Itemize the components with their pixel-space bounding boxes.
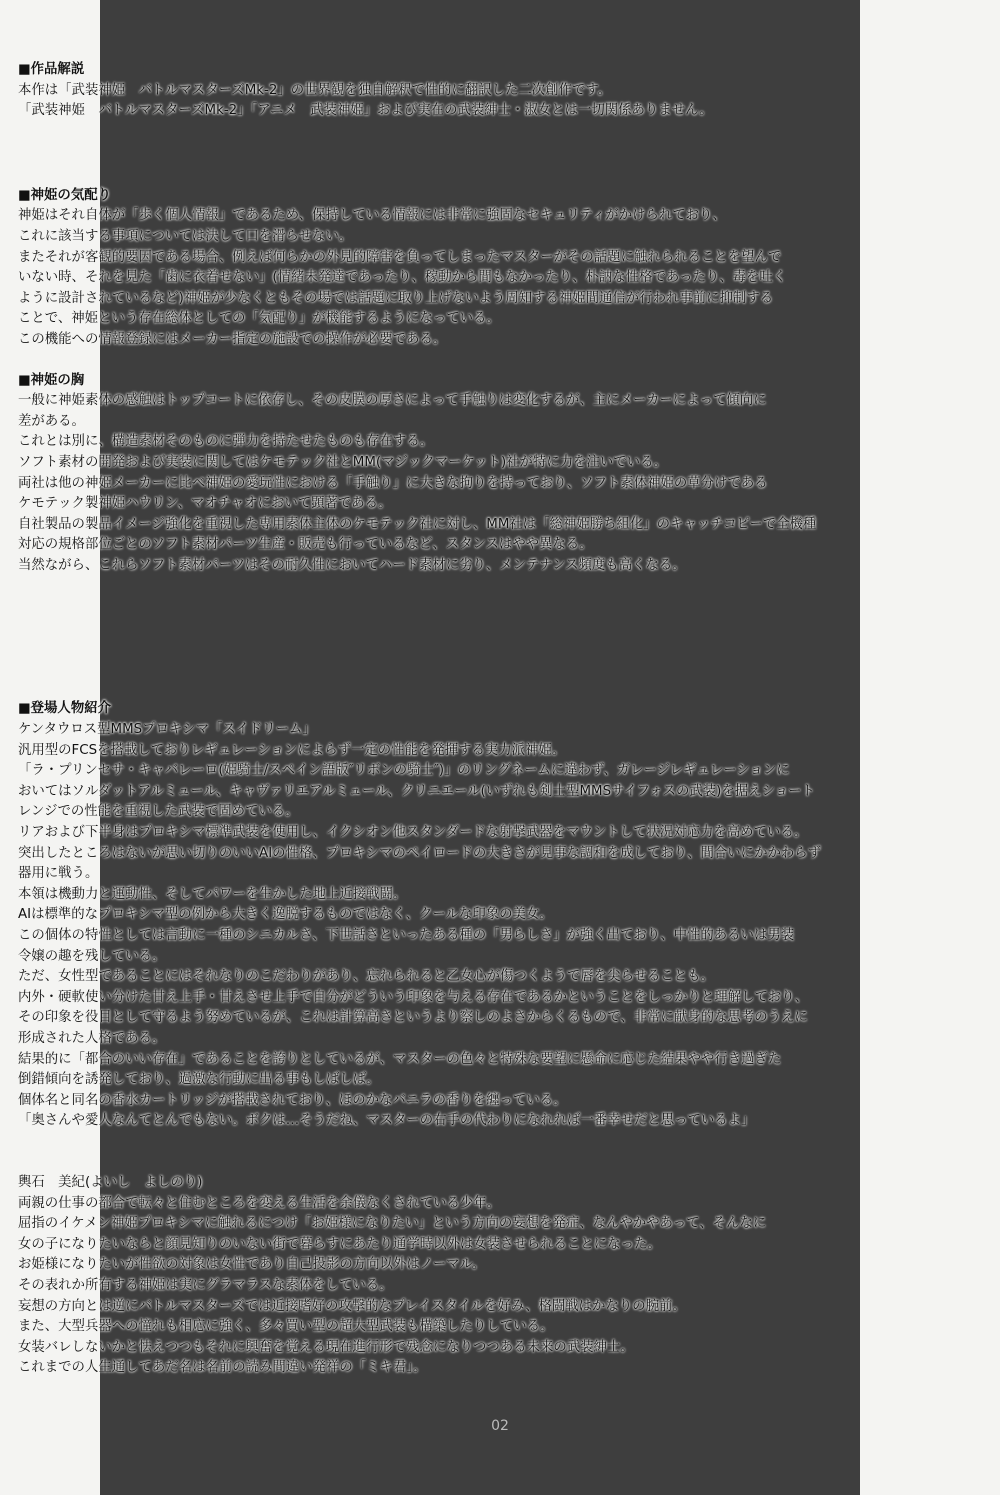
text-line: ことで、神姫という存在総体としての「気配り」が機能するようになっている。: [18, 311, 500, 327]
text-line: 「奥さんや愛人なんてとんでもない。ボクは…そうだね、マスターの右手の代わりになれれば一番幸せだと思っているよ」: [18, 1113, 755, 1129]
section-heading: ■神姫の胸: [18, 372, 85, 388]
text-line: 当然ながら、これらソフト素材パーツはその耐久性においてハード素材に劣り、メンテナンス頻度も高くなる。: [18, 557, 686, 573]
text-line: 「武装神姫 バトルマスターズMk-2」「アニメ 武装神姫」および実在の武装紳士・淑女とは一切関係ありません。: [18, 103, 713, 119]
text-line: ケンタウロス型MMSプロキシマ「スイドリーム」: [18, 722, 316, 738]
section-notes: [18, 60, 983, 122]
text-line: ように設計されているなど)神姫が少なくともその場では話題に取り上げないよう周知する神姫間通信が行われ事前に抑制する: [18, 290, 774, 306]
text-line: レンジでの性能を重視した武装で固めている。: [18, 804, 299, 820]
text-line: 両親の仕事の都合で転々と住むところを変える生活を余儀なくされている少年。: [18, 1195, 501, 1211]
text-line: 屈指のイケメン神姫プロキシマに触れるにつけ「お姫様になりたい」という方向の妄想を発症、なんやかやあって、そんなに: [18, 1216, 767, 1232]
text-line: 結果的に「都合のいい存在」であることを誇りとしているが、マスターの色々と特殊な要望に懸命に応じた結果やや行き過ぎた: [18, 1051, 782, 1067]
text-line: AIは標準的なプロキシマ型の例から大きく逸脱するものではなく、クールな印象の美女。: [18, 907, 553, 923]
text-line: 女装バレしないかと怯えつつもそれに興奮を覚える現在進行形で残念になりつつある未来の武装紳士。: [18, 1339, 634, 1355]
text-line: リアおよび下半身はプロキシマ標準武装を使用し、イクシオン他スタンダードな射撃武器をマウントして状況対応力を高めている。: [18, 825, 808, 841]
text-line: おいてはソルダットアルミュール、キャヴァリエアルミュール、クリニエール(いずれも剣士型MMSサイフォスの武装)を据えショート: [18, 783, 815, 799]
text-line: これに該当する事項については決して口を滑らせない。: [18, 228, 353, 244]
text-line: ソフト素材の開発および実装に関してはケモテック社とMM(マジックマーケット)社が特に力を注いでいる。: [18, 454, 667, 470]
text-line: これとは別に、構造素材そのものに弾力を持たせたものも存在する。: [18, 434, 434, 450]
text-line: その表れか所有する神姫は実にグラマラスな素体をしている。: [18, 1277, 393, 1293]
page-body: [18, 60, 983, 1379]
text-line: またそれが客観的要因である場合、例えば何らかの外見的障害を負ってしまったマスターがその話題に触れられることを望んで: [18, 249, 782, 265]
text-line: ケモテック製神姫ハウリン、マオチャオにおいて顕著である。: [18, 496, 392, 512]
page-number: 02: [491, 1418, 509, 1434]
text-line: 両社は他の神姫メーカーに比べ神姫の愛玩性における「手触り」に大きな拘りを持っており、ソフト素体神姫の草分けである: [18, 475, 768, 491]
text-line: いない時、それを見た「歯に衣着せない」(情緒未発達であったり、稼動から間もなかったり、朴訥な性格であったり、毒を吐く: [18, 270, 787, 286]
text-line: 女の子になりたいならと顔見知りのいない街で暮らすにあたり通学時以外は女装させられることになった。: [18, 1236, 661, 1252]
section-characters: [18, 699, 983, 1131]
section-heading: ■登場人物紹介: [18, 701, 111, 717]
text-line: 内外・硬軟使い分けた甘え上手・甘えさせ上手で自分がどういう印象を与える存在であるかということをしっかりと理解しており、: [18, 989, 809, 1005]
section-heading: ■神姫の気配り: [18, 187, 111, 203]
section-mune: [18, 371, 983, 577]
text-line: 自社製品の製品イメージ強化を重視した専用素体主体のケモテック社に対し、MM社は「総神姫勝ち組化」のキャッチコピーで全機種: [18, 516, 817, 532]
text-line: 妄想の方向とは逆にバトルマスターズでは近接嗜好の攻撃的なプレイスタイルを好み、格闘戦はかなりの腕前。: [18, 1298, 686, 1314]
text-line: 突出したところはないが思い切りのいいAIの性格、プロキシマのペイロードの大きさが見事な調和を成しており、間合いにかかわらず: [18, 845, 822, 861]
text-line: 器用に戦う。: [18, 866, 99, 882]
text-line: お姫様になりたいが性欲の対象は女性であり自己投影の方向以外はノーマル。: [18, 1257, 486, 1273]
text-line: ただ、女性型であることにはそれなりのこだわりがあり、忘れられると乙女心が傷つくようで唇を尖らせることも。: [18, 969, 714, 985]
text-line: 令嬢の趣を残している。: [18, 948, 166, 964]
text-line: 輿石 美紀(よいし よしのり): [18, 1174, 203, 1190]
section-kikubari: [18, 186, 983, 351]
text-line: 形成された人格である。: [18, 1030, 166, 1046]
text-line: その印象を役目として守るよう努めているが、これは計算高さというより察しのよさからくるもので、非常に献身的な思考のうえに: [18, 1010, 808, 1026]
text-line: 個体名と同名の香水カートリッジが搭載されており、ほのかなバニラの香りを纏っている。: [18, 1092, 567, 1108]
text-line: この個体の特性としては言動に一種のシニカルさ、下世話さといったある種の「男らしさ」が強く出ており、中性的あるいは男装: [18, 928, 795, 943]
section-yoshinori: [18, 1173, 983, 1379]
text-line: 汎用型のFCSを搭載しておりレギュレーションによらず一定の性能を発揮する実力派神姫。: [18, 742, 566, 758]
text-line: 倒錯傾向を誘発しており、過激な行動に出る事もしばしば。: [18, 1072, 380, 1088]
text-line: 「ラ・プリンセサ・キャバレーロ(姫騎士/スペイン語版″リボンの騎士″)」のリングネームに違わず、ガレージレギュレーションに: [18, 763, 790, 779]
text-line: 本領は機動力と運動性、そしてパワーを生かした地上近接戦闘。: [18, 886, 407, 902]
text-line: 神姫はそれ自体が「歩く個人情報」であるため、保持している情報には非常に強固なセキュリティがかけられており、: [18, 208, 726, 224]
text-line: 本作は「武装神姫 バトルマスターズMk-2」の世界観を独自解釈で性的に翻訳した二次創作です。: [18, 82, 612, 98]
text-line: これまでの人生通してあだ名は名前の読み間違い発祥の「ミキ君」。: [18, 1360, 427, 1376]
text-line: この機能への情報登録にはメーカー指定の施設での操作が必要である。: [18, 331, 447, 347]
section-heading: ■作品解説: [18, 62, 85, 77]
text-line: 差がある。: [18, 413, 85, 429]
text-line: また、大型兵器への憧れも相応に強く、多々買い型の超大型武装も構築したりしている。: [18, 1319, 554, 1335]
text-line: 一般に神姫素体の感触はトップコートに依存し、その皮膜の厚さによって手触りは変化するが、主にメーカーによって傾向に: [18, 393, 767, 409]
text-line: 対応の規格部位ごとのソフト素材パーツ生産・販売も行っているなど、スタンスはやや異なる。: [18, 537, 593, 553]
